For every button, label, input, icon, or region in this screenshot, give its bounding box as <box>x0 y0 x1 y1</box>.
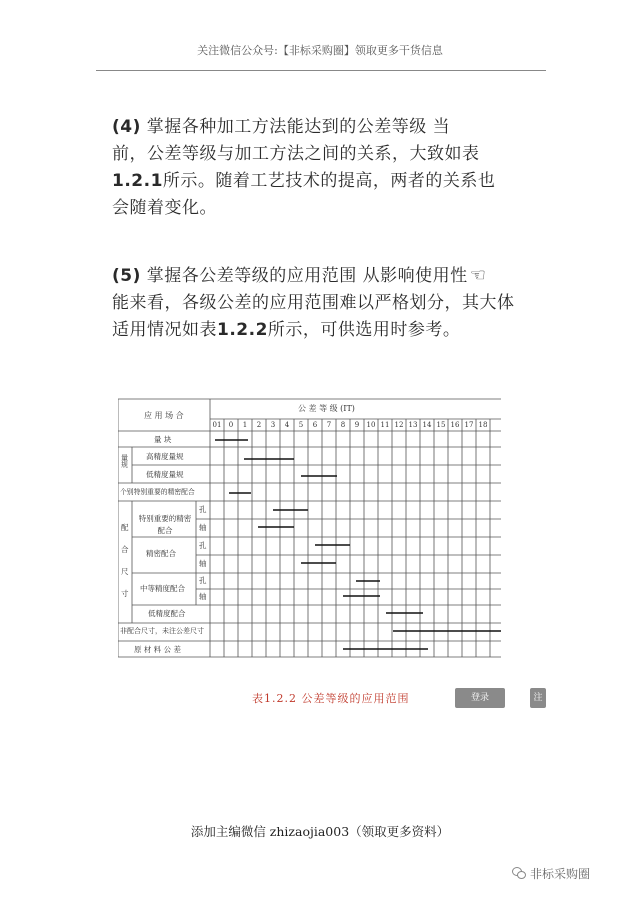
grade-number: 5 <box>298 421 304 429</box>
grade-number: 18 <box>478 421 488 429</box>
grade-number: 16 <box>450 421 460 429</box>
paragraph-text: 适用情况如表 <box>112 320 217 340</box>
grade-number: 11 <box>380 421 390 429</box>
paragraph-text: 掌握各公差等级的应用范围 从影响使用性 <box>146 266 468 286</box>
grade-number: 15 <box>436 421 446 429</box>
watermark <box>512 865 590 882</box>
paragraph-4 <box>112 114 512 222</box>
hole-label: 孔 <box>199 541 207 550</box>
row-non-fit: 非配合尺寸，未注公差尺寸 <box>120 627 204 635</box>
table-ref: 1.2.2 <box>217 320 268 340</box>
paragraph-text: 前，公差等级与加工方法之间的关系，大致如表 <box>112 144 480 164</box>
row-precision-fit: 精密配合 <box>146 549 176 558</box>
row-gauge-block: 量 块 <box>154 435 172 444</box>
login-button[interactable]: 登录 <box>455 688 505 708</box>
grade-number: 9 <box>354 421 360 429</box>
application-header: 应 用 场 合 <box>144 411 184 420</box>
shaft-label: 轴 <box>199 592 207 601</box>
register-button[interactable]: 注 <box>530 688 546 708</box>
tolerance-grade-table <box>118 397 503 659</box>
row-special-precision-fit: 个别特别重要的精密配合 <box>120 488 195 496</box>
hole-label: 孔 <box>199 505 207 514</box>
paragraph-text: 能来看，各级公差的应用范围难以严格划分，其大体 <box>112 293 515 313</box>
grade-number: 3 <box>270 421 276 429</box>
paragraph-5 <box>112 262 515 344</box>
row-raw-material: 原 材 料 公 差 <box>134 645 182 654</box>
grade-number: 8 <box>340 421 346 429</box>
shaft-label: 轴 <box>199 523 207 532</box>
side-label-fit: 配合尺寸 <box>121 523 129 598</box>
paragraph-text: 掌握各种加工方法能达到的公差等级 当 <box>146 117 451 137</box>
wechat-icon <box>512 867 526 879</box>
item-number: (4) <box>112 117 141 137</box>
item-number: (5) <box>112 266 141 286</box>
footer-text: 添加主编微信 zhizaojia003（领取更多资料） <box>190 824 450 839</box>
row-medium-fit: 中等精度配合 <box>140 584 185 593</box>
grade-number: 17 <box>464 421 474 429</box>
grade-number: 10 <box>366 421 376 429</box>
header-divider <box>96 70 546 71</box>
grade-number: 0 <box>228 421 234 429</box>
shaft-label: 轴 <box>199 559 207 568</box>
row-high-precision-gauge: 高精度量规 <box>146 452 184 461</box>
grade-number: 7 <box>326 421 332 429</box>
paragraph-text: 所示。随着工艺技术的提高，两者的关系也 <box>162 171 496 191</box>
grade-header: 公 差 等 级 (IT) <box>298 404 355 413</box>
hand-pointer-icon: ☜ <box>469 265 487 286</box>
grade-number: 13 <box>408 421 418 429</box>
row-low-fit: 低精度配合 <box>148 609 186 618</box>
page-header: 关注微信公众号:【非标采购圈】领取更多干货信息 <box>197 44 443 57</box>
grade-number: 14 <box>422 421 432 429</box>
grade-number: 4 <box>284 421 290 429</box>
grade-number: 2 <box>256 421 262 429</box>
watermark-text: 非标采购圈 <box>530 867 591 881</box>
grade-number: 1 <box>242 421 248 429</box>
table-caption: 表1.2.2 公差等级的应用范围 <box>252 692 410 705</box>
table-ref: 1.2.1 <box>112 171 163 191</box>
row-low-precision-gauge: 低精度量规 <box>146 470 184 479</box>
grade-number: 6 <box>312 421 318 429</box>
grade-number: 01 <box>212 421 222 429</box>
paragraph-text: 所示，可供选用时参考。 <box>267 320 461 340</box>
row-very-important-fit: 特别重要的精密配合 <box>138 514 192 535</box>
paragraph-text: 会随着变化。 <box>112 198 217 218</box>
grade-number: 12 <box>394 421 404 429</box>
side-label-gauge: 量规 <box>121 454 128 469</box>
hole-label: 孔 <box>199 576 207 585</box>
